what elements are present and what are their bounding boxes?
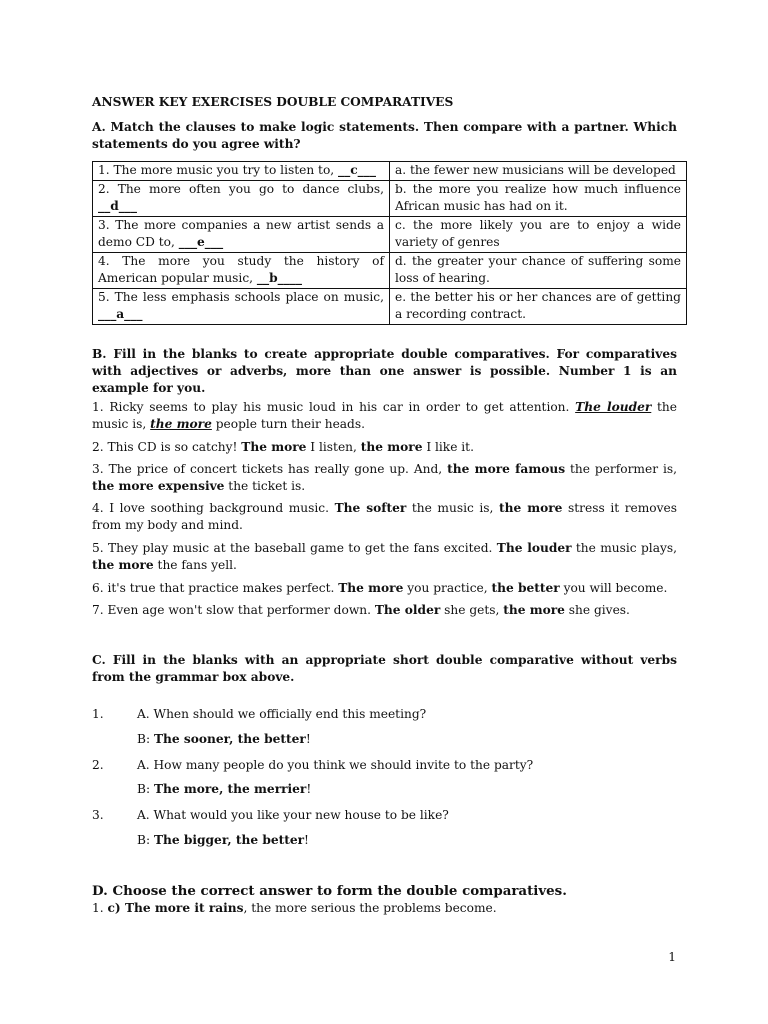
answer-text: The older (374, 603, 441, 617)
sentence-text: 5. They play music at the baseball game to get the fans excited. (92, 541, 497, 555)
answer-text: the more famous (447, 462, 566, 476)
exercise-c-number: 3. (92, 808, 104, 822)
exercise-b-item-1 (92, 399, 677, 433)
section-b-instruction: B. Fill in the blanks to create appropriate double comparatives. For comparatives with adjectives or adverbs, more than one answer is possible. Number 1 is an example for you. (92, 347, 677, 395)
answer-text: The softer (334, 501, 407, 515)
result-cell: e. the better his or her chances are of getting a recording contract. (390, 288, 687, 324)
sentence-text: the music is, (92, 400, 677, 431)
exercise-c-answer: B: The more, the merrier! (137, 782, 312, 796)
sentence-text: 3. The price of concert tickets has really gone up. And, (92, 462, 448, 476)
exercise-c-number: 1. (92, 707, 104, 721)
sentence-text: 1. Ricky seems to play his music loud in his car in order to get attention. (92, 400, 576, 414)
sentence-text: 6. it's true that practice makes perfect. (92, 581, 339, 595)
exercise-c-answer: B: The sooner, the better! (137, 732, 311, 746)
answer-text: The more (241, 440, 307, 454)
sentence-text: the performer is, (565, 462, 677, 476)
answer-text: the more (503, 603, 565, 617)
answer-text: the more (499, 501, 563, 515)
answer-text: The more (338, 581, 404, 595)
answer-letter: __c___ (338, 163, 376, 177)
sentence-text: the fans yell. (153, 558, 237, 572)
sentence-text: I like it. (422, 440, 474, 454)
sentence-text: people turn their heads. (211, 417, 365, 431)
clause-cell: 4. The more you study the history of American popular music, __b____ (93, 252, 390, 288)
result-cell: b. the more you realize how much influence African music has had on it. (390, 180, 687, 216)
exercise-d-item-1: 1. c) The more it rains, the more serious the problems become. (92, 901, 497, 915)
answer-text: The louder (575, 400, 652, 414)
sentence-text: the music is, (406, 501, 500, 515)
sentence-text: I listen, (306, 440, 361, 454)
table-row (93, 180, 687, 216)
sentence-text: you will become. (559, 581, 668, 595)
table-row (93, 216, 687, 252)
clause-cell: 1. The more music you try to listen to, __c___ (93, 162, 390, 181)
exercise-b-item-4 (92, 500, 677, 534)
result-cell: d. the greater your chance of suffering some loss of hearing. (390, 252, 687, 288)
answer-letter: ___a___ (98, 307, 143, 321)
exercise-b-item-2 (92, 439, 677, 456)
exercise-c-question: A. When should we officially end this meeting? (137, 707, 427, 721)
exercise-c-question: A. What would you like your new house to be like? (137, 808, 449, 822)
sentence-text: the ticket is. (224, 479, 306, 493)
clause-cell: 5. The less emphasis schools place on music, ___a___ (93, 288, 390, 324)
exercise-b-item-6 (92, 580, 677, 597)
document-title: ANSWER KEY EXERCISES DOUBLE COMPARATIVES (92, 95, 454, 109)
section-d-heading: D. Choose the correct answer to form the double comparatives. (92, 883, 567, 899)
answer-text: the more (360, 440, 423, 454)
sentence-text: she gets, (440, 603, 504, 617)
result-cell: a. the fewer new musicians will be developed (390, 162, 687, 181)
clause-cell: 3. The more companies a new artist sends a demo CD to, ___e___ (93, 216, 390, 252)
sentence-text: 2. This CD is so catchy! (92, 440, 242, 454)
table-row (93, 288, 687, 324)
sentence-text: the music plays, (571, 541, 677, 555)
exercise-c-number: 2. (92, 758, 104, 772)
sentence-text: stress it removes from my body and mind. (92, 501, 678, 532)
table-row (93, 252, 687, 288)
sentence-text: you practice, (403, 581, 492, 595)
answer-letter: __b____ (256, 271, 302, 285)
sentence-text: she gives. (564, 603, 630, 617)
sentence-text: 7. Even age won't slow that performer down. (92, 603, 375, 617)
result-cell: c. the more likely you are to enjoy a wide variety of genres (390, 216, 687, 252)
answer-text: the more (150, 417, 212, 431)
answer-text: the better (491, 581, 560, 595)
answer-text: the more (92, 558, 154, 572)
sentence-text: 4. I love soothing background music. (92, 501, 335, 515)
table-row (93, 162, 687, 181)
clause-cell: 2. The more often you go to dance clubs, __d___ (93, 180, 390, 216)
answer-letter: ___e___ (178, 235, 224, 249)
matching-table (92, 161, 687, 325)
section-c-instruction: C. Fill in the blanks with an appropriate short double comparative without verbs from the grammar box above. (92, 653, 677, 684)
answer-text: the more expensive (92, 479, 225, 493)
exercise-b-item-7 (92, 602, 677, 619)
exercise-b-item-3 (92, 461, 677, 495)
answer-letter: __d___ (98, 199, 137, 213)
section-a-instruction: A. Match the clauses to make logic statements. Then compare with a partner. Which statements do you agree with? (92, 120, 677, 151)
page-number: 1 (668, 950, 676, 964)
exercise-c-answer: B: The bigger, the better! (137, 833, 309, 847)
exercise-b-item-5 (92, 540, 677, 574)
exercise-c-question: A. How many people do you think we should invite to the party? (137, 758, 534, 772)
answer-text: The louder (496, 541, 572, 555)
